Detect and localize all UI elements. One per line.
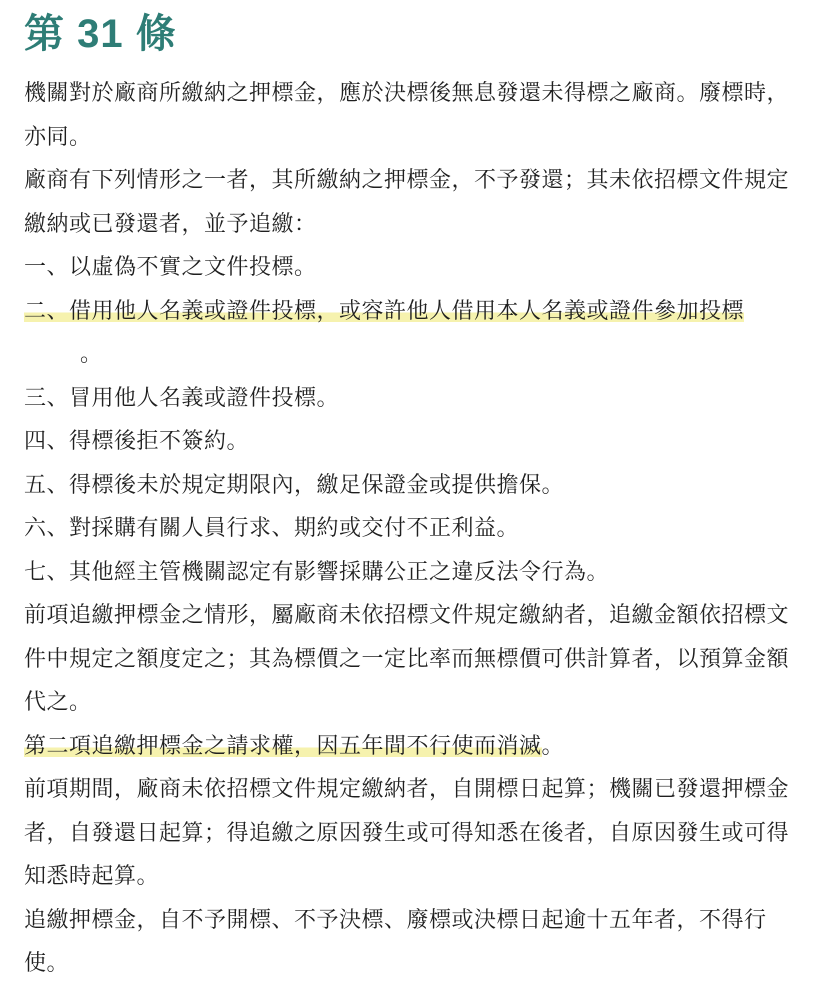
list-item-number: 七、: [24, 559, 70, 585]
list-item-number: 一、: [24, 255, 70, 280]
list-item-6: [24, 507, 802, 551]
list-item-number: 四、: [24, 429, 70, 454]
paragraph-4: [24, 725, 802, 769]
paragraph-3: 前項追繳押標金之情形，屬廠商未依招標文件規定繳納者，追繳金額依招標文件中規定之額度定之；其為標價之一定比率而無標價可供計算者，以預算金額代之。: [24, 603, 790, 715]
list-item-number: 六、: [24, 516, 70, 541]
highlighted-text: 第二項追繳押標金之請求權，因五年間不行使而消滅: [24, 733, 542, 759]
highlighted-text: [24, 299, 744, 324]
paragraph-2: 廠商有下列情形之一者，其所繳納之押標金，不予發還；其未依招標文件規定繳納或已發還者，並予追繳：: [24, 168, 790, 237]
article-title: 第 31 條: [24, 12, 177, 56]
list-item-text: 對採購有關人員行求、期約或交付不正利益。: [69, 516, 520, 541]
list-item-2: [24, 290, 802, 377]
list-item-number: 二、: [24, 298, 70, 324]
list-item-continuation: 。: [80, 342, 103, 367]
list-item-number: 五、: [24, 472, 70, 498]
list-item-number: 三、: [24, 385, 70, 411]
list-item-text: 其他經主管機關認定有影響採購公正之違反法令行為。: [69, 559, 610, 585]
list-item-text: 以虛偽不實之文件投標。: [69, 255, 317, 280]
list-item-text: 得標後拒不簽約。: [69, 429, 250, 454]
list-item-text: 冒用他人名義或證件投標。: [69, 385, 340, 411]
paragraph-5: 前項期間，廠商未依招標文件規定繳納者，自開標日起算；機關已發還押標金者，自發還日起算；得追繳之原因發生或可得知悉在後者，自原因發生或可得知悉時起算。: [24, 777, 790, 889]
list-item-7: [24, 551, 802, 595]
list-item-text: 得標後未於規定期限內，繳足保證金或提供擔保。: [69, 472, 565, 498]
list-item-4: [24, 420, 802, 464]
paragraph-6: 追繳押標金，自不予開標、不予決標、廢標或決標日起逾十五年者，不得行使。: [24, 907, 767, 976]
list-item-5: [24, 464, 802, 508]
list-item-3: [24, 377, 802, 421]
list-item-text: 借用他人名義或證件投標，或容許他人借用本人名義或證件參加投標: [69, 298, 745, 324]
list-item-1: [24, 246, 802, 290]
paragraph-1: 機關對於廠商所繳納之押標金，應於決標後無息發還未得標之廠商。廢標時，亦同。: [24, 81, 790, 150]
paragraph-end: 。: [541, 733, 565, 759]
